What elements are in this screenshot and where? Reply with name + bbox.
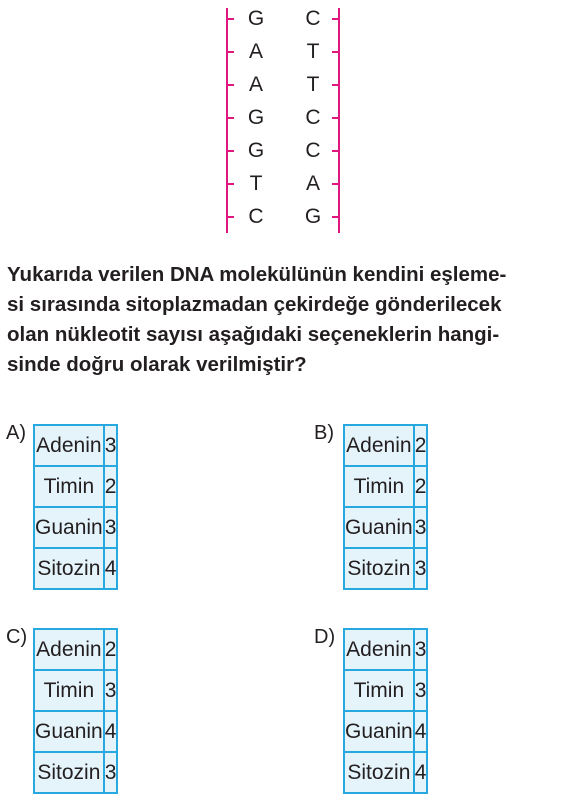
table-row: [344, 629, 427, 670]
table-row: [34, 548, 117, 589]
nucleotide-name: Guanin: [34, 711, 104, 752]
option-label: D): [314, 626, 336, 648]
question-line: Yukarıda verilen DNA molekülünün kendini eşleme-: [7, 263, 507, 286]
left-bond-tick: [226, 18, 234, 20]
table-row: [344, 466, 427, 507]
left-base: A: [248, 73, 263, 96]
nucleotide-name: Adenin: [344, 629, 414, 670]
nucleotide-name: Guanin: [344, 711, 414, 752]
table-row: [34, 425, 117, 466]
table-row: [34, 711, 117, 752]
nucleotide-count: 4: [104, 548, 118, 589]
base-pair-row: [226, 7, 340, 40]
table-row: [344, 670, 427, 711]
right-bond-tick: [332, 183, 340, 185]
left-base: T: [249, 172, 263, 195]
nucleotide-count: 3: [104, 425, 118, 466]
base-pair-row: [226, 106, 340, 139]
nucleotide-name: Timin: [34, 466, 104, 507]
nucleotide-count: 3: [414, 670, 428, 711]
base-pair-row: [226, 139, 340, 172]
base-pair-row: [226, 73, 340, 106]
table-row: [344, 507, 427, 548]
left-base: G: [247, 7, 265, 30]
right-base: G: [304, 205, 322, 228]
nucleotide-name: Guanin: [344, 507, 414, 548]
left-base: G: [247, 139, 265, 162]
table-row: [34, 670, 117, 711]
nucleotide-name: Sitozin: [34, 548, 104, 589]
option-table: [33, 424, 118, 590]
base-pair-row: [226, 40, 340, 73]
right-bond-tick: [332, 150, 340, 152]
nucleotide-count: 3: [414, 507, 428, 548]
right-bond-tick: [332, 51, 340, 53]
left-bond-tick: [226, 51, 234, 53]
nucleotide-name: Sitozin: [344, 548, 414, 589]
right-base: C: [305, 106, 321, 129]
option-table: [33, 628, 118, 794]
left-bond-tick: [226, 216, 234, 218]
nucleotide-count: 2: [104, 629, 118, 670]
right-base: A: [305, 172, 320, 195]
question-text: [7, 260, 567, 380]
left-bond-tick: [226, 183, 234, 185]
table-row: [34, 752, 117, 793]
question-line: olan nükleotit sayısı aşağıdaki seçeneklerin hangi-: [7, 323, 500, 346]
table-row: [344, 752, 427, 793]
table-row: [34, 466, 117, 507]
nucleotide-count: 2: [414, 425, 428, 466]
left-base: A: [248, 40, 263, 63]
nucleotide-count: 3: [414, 629, 428, 670]
left-base: C: [248, 205, 264, 228]
nucleotide-count: 3: [414, 548, 428, 589]
nucleotide-name: Timin: [344, 670, 414, 711]
nucleotide-count: 2: [104, 466, 118, 507]
nucleotide-count: 4: [414, 711, 428, 752]
right-base: C: [305, 7, 321, 30]
nucleotide-count: 3: [104, 507, 118, 548]
option-label: A): [6, 422, 26, 444]
nucleotide-name: Adenin: [34, 425, 104, 466]
left-bond-tick: [226, 150, 234, 152]
option-table: [343, 628, 428, 794]
right-bond-tick: [332, 84, 340, 86]
nucleotide-count: 2: [414, 466, 428, 507]
nucleotide-count: 4: [414, 752, 428, 793]
nucleotide-name: Adenin: [344, 425, 414, 466]
nucleotide-name: Sitozin: [344, 752, 414, 793]
right-bond-tick: [332, 117, 340, 119]
nucleotide-name: Adenin: [34, 629, 104, 670]
right-bond-tick: [332, 18, 340, 20]
base-pair-row: [226, 172, 340, 205]
question-line: sinde doğru olarak verilmiştir?: [7, 353, 307, 376]
table-row: [344, 711, 427, 752]
option-table: [343, 424, 428, 590]
left-base: G: [247, 106, 265, 129]
table-row: [34, 507, 117, 548]
nucleotide-count: 4: [104, 711, 118, 752]
base-pair-row: [226, 205, 340, 238]
left-bond-tick: [226, 117, 234, 119]
nucleotide-name: Guanin: [34, 507, 104, 548]
right-base: C: [305, 139, 321, 162]
left-bond-tick: [226, 84, 234, 86]
nucleotide-count: 3: [104, 670, 118, 711]
question-line: si sırasında sitoplazmadan çekirdeğe gönderilecek: [7, 293, 502, 316]
table-row: [344, 548, 427, 589]
table-row: [344, 425, 427, 466]
nucleotide-name: Timin: [34, 670, 104, 711]
nucleotide-name: Timin: [344, 466, 414, 507]
nucleotide-count: 3: [104, 752, 118, 793]
option-label: C): [6, 626, 28, 648]
option-label: B): [314, 422, 334, 444]
nucleotide-name: Sitozin: [34, 752, 104, 793]
right-bond-tick: [332, 216, 340, 218]
right-base: T: [306, 40, 320, 63]
right-base: T: [306, 73, 320, 96]
table-row: [34, 629, 117, 670]
